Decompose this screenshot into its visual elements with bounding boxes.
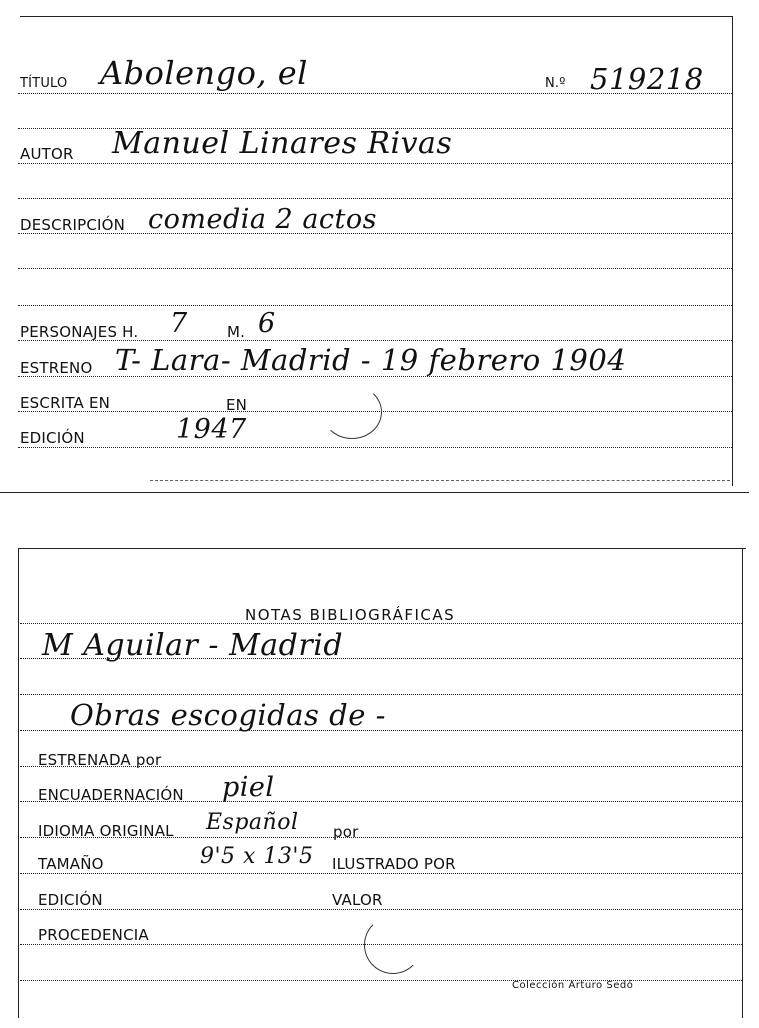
characters-label: PERSONAJES H.	[20, 323, 139, 341]
characters-women-label: M.	[227, 323, 246, 341]
rule	[20, 694, 742, 695]
catalog-card-back	[0, 540, 759, 1028]
edition-label: EDICIÓN	[38, 891, 103, 909]
written-in-label: ESCRITA EN	[20, 394, 111, 412]
premiered-by-label: ESTRENADA por	[38, 751, 162, 769]
card-right-border	[742, 548, 743, 1018]
card-right-border	[732, 16, 733, 486]
number-value: 519218	[590, 62, 704, 96]
premiere-value: T- Lara- Madrid - 19 febrero 1904	[115, 343, 627, 377]
author-rule	[18, 163, 732, 164]
rule	[20, 980, 742, 981]
card-separator	[0, 492, 749, 493]
title-label: TÍTULO	[20, 76, 68, 91]
size-rule	[20, 873, 742, 874]
card-top-border	[20, 16, 732, 17]
size-value: 9'5 x 13'5	[200, 844, 314, 869]
original-language-value: Español	[206, 810, 299, 835]
card-top-border	[18, 548, 746, 549]
illustrated-by-label: ILUSTRADO POR	[332, 855, 456, 873]
characters-men-value: 7	[170, 308, 188, 339]
translated-by-label: por	[333, 823, 359, 841]
origin-label: PROCEDENCIA	[38, 926, 149, 944]
rule	[18, 198, 732, 199]
note-line-2: Obras escogidas de -	[70, 698, 386, 732]
binding-value: piel	[222, 772, 275, 803]
note-line-1: M Aguilar - Madrid	[42, 628, 344, 663]
rule	[18, 268, 732, 269]
collection-stamp: Colección Arturo Sedó	[512, 980, 634, 991]
description-label: DESCRIPCIÓN	[20, 216, 126, 234]
premiere-label: ESTRENO	[20, 359, 93, 377]
edition-value: 1947	[176, 414, 247, 445]
catalog-card-front	[0, 0, 759, 500]
punch-hole	[322, 385, 382, 439]
author-value: Manuel Linares Rivas	[112, 126, 453, 161]
characters-women-value: 6	[258, 308, 276, 339]
number-label: N.º	[545, 76, 566, 91]
notes-rule	[20, 623, 742, 624]
binding-label: ENCUADERNACIÓN	[38, 786, 184, 804]
written-in-en-label: EN	[226, 396, 248, 414]
edition-rule	[20, 909, 742, 910]
edition-rule	[18, 447, 732, 448]
rule	[150, 480, 730, 481]
description-value: comedia 2 actos	[148, 204, 377, 235]
rule	[18, 305, 732, 306]
card-left-border	[18, 548, 19, 1018]
size-label: TAMAÑO	[38, 855, 104, 873]
original-language-label: IDIOMA ORIGINAL	[38, 822, 174, 840]
title-value: Abolengo, el	[100, 54, 308, 92]
value-label: VALOR	[332, 891, 383, 909]
author-label: AUTOR	[20, 145, 74, 163]
punch-hole	[364, 916, 422, 974]
notes-heading: NOTAS BIBLIOGRÁFICAS	[245, 606, 456, 624]
edition-label: EDICIÓN	[20, 429, 85, 447]
